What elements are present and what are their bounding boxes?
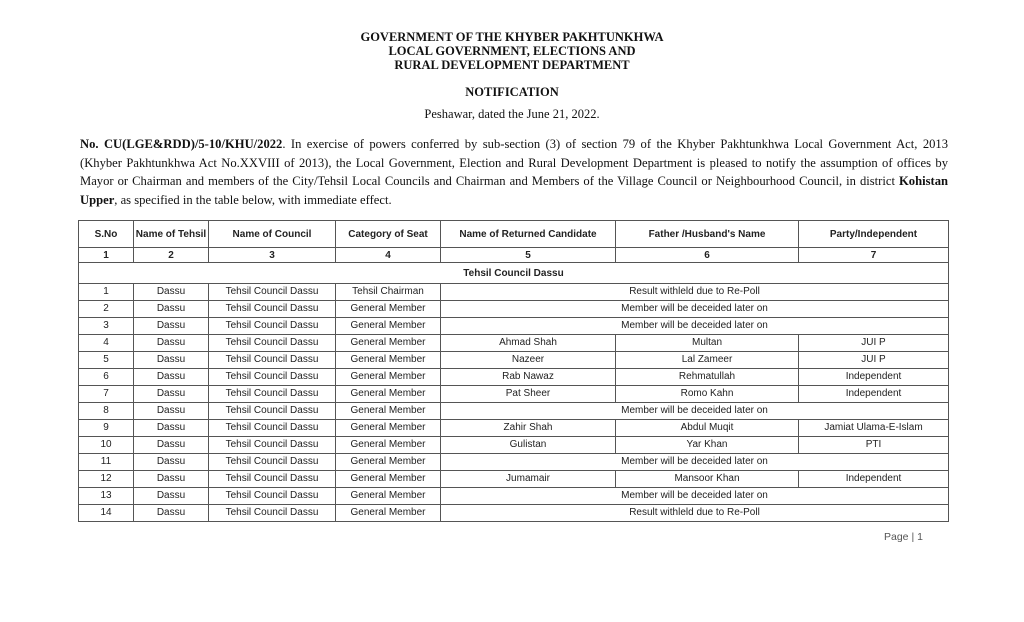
cell-category: General Member [336, 352, 441, 369]
cell-tehsil: Dassu [134, 284, 209, 301]
cell-sno: 6 [79, 369, 134, 386]
cell-father: Multan [616, 335, 799, 352]
cell-sno: 7 [79, 386, 134, 403]
cell-party: Independent [799, 386, 949, 403]
cell-council: Tehsil Council Dassu [209, 403, 336, 420]
column-number: 5 [441, 248, 616, 263]
cell-party: JUI P [799, 335, 949, 352]
column-number: 6 [616, 248, 799, 263]
cell-sno: 3 [79, 318, 134, 335]
cell-council: Tehsil Council Dassu [209, 301, 336, 318]
cell-tehsil: Dassu [134, 369, 209, 386]
cell-candidate: Zahir Shah [441, 420, 616, 437]
cell-council: Tehsil Council Dassu [209, 420, 336, 437]
cell-father: Abdul Muqit [616, 420, 799, 437]
cell-tehsil: Dassu [134, 437, 209, 454]
cell-sno: 1 [79, 284, 134, 301]
cell-tehsil: Dassu [134, 420, 209, 437]
header-tehsil: Name of Tehsil [134, 221, 209, 248]
cell-tehsil: Dassu [134, 505, 209, 522]
table-row [79, 352, 949, 369]
column-number: 3 [209, 248, 336, 263]
header-department-line1: LOCAL GOVERNMENT, ELECTIONS AND [388, 44, 636, 58]
cell-category: General Member [336, 335, 441, 352]
cell-party: PTI [799, 437, 949, 454]
cell-council: Tehsil Council Dassu [209, 369, 336, 386]
cell-tehsil: Dassu [134, 471, 209, 488]
cell-sno: 10 [79, 437, 134, 454]
cell-category: General Member [336, 505, 441, 522]
cell-tehsil: Dassu [134, 403, 209, 420]
cell-status-note: Member will be deceided later on [441, 403, 949, 420]
header-candidate: Name of Returned Candidate [441, 221, 616, 248]
cell-status-note: Result withleld due to Re-Poll [441, 284, 949, 301]
cell-council: Tehsil Council Dassu [209, 318, 336, 335]
cell-council: Tehsil Council Dassu [209, 505, 336, 522]
cell-candidate: Ahmad Shah [441, 335, 616, 352]
table-row [79, 488, 949, 505]
cell-tehsil: Dassu [134, 335, 209, 352]
cell-tehsil: Dassu [134, 301, 209, 318]
table-row [79, 505, 949, 522]
page-number: Page | 1 [884, 531, 923, 543]
cell-category: General Member [336, 301, 441, 318]
cell-category: General Member [336, 420, 441, 437]
table-row [79, 318, 949, 335]
cell-council: Tehsil Council Dassu [209, 437, 336, 454]
column-number-row [79, 248, 949, 263]
cell-category: General Member [336, 454, 441, 471]
cell-candidate: Rab Nawaz [441, 369, 616, 386]
cell-father: Lal Zameer [616, 352, 799, 369]
header-government: GOVERNMENT OF THE KHYBER PAKHTUNKHWA [360, 30, 664, 44]
header-department-line2: RURAL DEVELOPMENT DEPARTMENT [394, 58, 630, 72]
cell-category: General Member [336, 488, 441, 505]
cell-category: General Member [336, 386, 441, 403]
column-number: 2 [134, 248, 209, 263]
table-row [79, 437, 949, 454]
district-name: Kohistan Upper [80, 174, 948, 207]
table-header-row [79, 221, 949, 248]
cell-party: Independent [799, 471, 949, 488]
cell-category: General Member [336, 471, 441, 488]
cell-category: Tehsil Chairman [336, 284, 441, 301]
table-row [79, 301, 949, 318]
cell-sno: 14 [79, 505, 134, 522]
notification-title: NOTIFICATION [465, 85, 559, 99]
table-row [79, 386, 949, 403]
cell-council: Tehsil Council Dassu [209, 386, 336, 403]
cell-sno: 8 [79, 403, 134, 420]
table-row [79, 471, 949, 488]
cell-council: Tehsil Council Dassu [209, 454, 336, 471]
cell-category: General Member [336, 318, 441, 335]
cell-council: Tehsil Council Dassu [209, 471, 336, 488]
cell-tehsil: Dassu [134, 454, 209, 471]
cell-category: General Member [336, 437, 441, 454]
header-party: Party/Independent [799, 221, 949, 248]
cell-father: Yar Khan [616, 437, 799, 454]
reference-number: No. CU(LGE&RDD)/5-10/KHU/2022 [80, 137, 283, 151]
cell-sno: 4 [79, 335, 134, 352]
column-number: 4 [336, 248, 441, 263]
notification-date: Peshawar, dated the June 21, 2022. [424, 107, 600, 121]
cell-tehsil: Dassu [134, 318, 209, 335]
header-father: Father /Husband's Name [616, 221, 799, 248]
notification-paragraph [80, 135, 948, 209]
cell-status-note: Result withleld due to Re-Poll [441, 505, 949, 522]
cell-council: Tehsil Council Dassu [209, 352, 336, 369]
cell-sno: 11 [79, 454, 134, 471]
cell-candidate: Pat Sheer [441, 386, 616, 403]
header-category: Category of Seat [336, 221, 441, 248]
table-row [79, 369, 949, 386]
cell-council: Tehsil Council Dassu [209, 488, 336, 505]
table-row [79, 403, 949, 420]
paragraph-text-a: . In exercise of powers conferred by sub-section (3) of section 79 of the Khyber Pakhtunkhwa Local Government Act, 2013 (Khyber Pakhtunkhwa Act No.XXVIII of 2013), the Local Government, Election and Rural Development Department is pleased to notify the assumption of offices by Mayor or Chairman and members of the City/Tehsil Local Councils and Chairman and Members of the Village Council or Neighbourhood Council, in district [80, 137, 949, 188]
cell-sno: 5 [79, 352, 134, 369]
cell-tehsil: Dassu [134, 488, 209, 505]
paragraph-text-b: , as specified in the table below, with immediate effect. [114, 192, 392, 207]
section-title: Tehsil Council Dassu [79, 263, 949, 284]
results-table [78, 220, 949, 522]
cell-party: JUI P [799, 352, 949, 369]
cell-status-note: Member will be deceided later on [441, 318, 949, 335]
cell-council: Tehsil Council Dassu [209, 284, 336, 301]
cell-sno: 12 [79, 471, 134, 488]
table-row [79, 420, 949, 437]
section-row [79, 263, 949, 284]
header-council: Name of Council [209, 221, 336, 248]
table-row [79, 454, 949, 471]
cell-tehsil: Dassu [134, 352, 209, 369]
cell-council: Tehsil Council Dassu [209, 335, 336, 352]
cell-category: General Member [336, 369, 441, 386]
cell-category: General Member [336, 403, 441, 420]
column-number: 7 [799, 248, 949, 263]
cell-sno: 13 [79, 488, 134, 505]
cell-father: Rehmatullah [616, 369, 799, 386]
column-number: 1 [79, 248, 134, 263]
cell-party: Independent [799, 369, 949, 386]
cell-candidate: Jumamair [441, 471, 616, 488]
table-row [79, 284, 949, 301]
cell-status-note: Member will be deceided later on [441, 488, 949, 505]
cell-father: Mansoor Khan [616, 471, 799, 488]
cell-sno: 9 [79, 420, 134, 437]
cell-status-note: Member will be deceided later on [441, 301, 949, 318]
table-row [79, 335, 949, 352]
header-sno: S.No [79, 221, 134, 248]
cell-father: Romo Kahn [616, 386, 799, 403]
cell-sno: 2 [79, 301, 134, 318]
cell-candidate: Gulistan [441, 437, 616, 454]
cell-party: Jamiat Ulama-E-Islam [799, 420, 949, 437]
cell-status-note: Member will be deceided later on [441, 454, 949, 471]
cell-tehsil: Dassu [134, 386, 209, 403]
cell-candidate: Nazeer [441, 352, 616, 369]
